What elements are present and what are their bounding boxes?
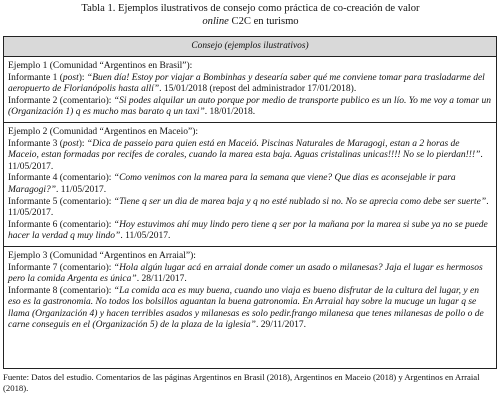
entry-lead: Informante 2 (comentario): <box>8 95 114 106</box>
entry-quote: “Si podes alquilar un auto porque por medio de transporte publico es un lío. Yo me voy a tomar un (Organización 1) q es mucho mas barato q un taxi” <box>8 95 491 118</box>
examples-table <box>3 36 497 369</box>
informant-entry <box>8 173 492 196</box>
example-section-3 <box>4 247 496 335</box>
entry-date: . 29/11/2017. <box>255 320 306 331</box>
entry-quote: “Hoy estuvimos ahí muy lindo pero tiene q ser por la mañana por la marea si sube ya no se puede hacer la verdad q muy lindo” <box>8 219 488 242</box>
informant-entry <box>8 73 492 96</box>
example-title: Ejemplo 3 (Comunidad “Argentinos en Arraial”): <box>8 250 196 261</box>
table-header: Consejo (ejemplos ilustrativos) <box>4 37 496 57</box>
entry-date: . 18/01/2018. <box>204 107 256 118</box>
caption-line-2-rest: C2C en turismo <box>228 16 299 27</box>
entry-lead-end: ): <box>78 72 87 83</box>
entry-quote: “Tiene q ser un dia de marea baja y q no esté nublado si no. No se aprecia como debe ser suerte” <box>113 196 487 207</box>
example-title: Ejemplo 1 (Comunidad “Argentinos en Brasil”): <box>8 61 193 71</box>
entry-lead-end: ): <box>78 138 87 149</box>
entry-quote: “Como venimos con la marea para la semana que viene? Que dias es aconsejable ir para Maragogi?” <box>8 173 456 195</box>
example-title: Ejemplo 2 (Comunidad “Argentinos en Maceio”): <box>8 126 199 137</box>
entry-lead: Informante 6 (comentario): <box>8 219 114 230</box>
informant-entry <box>8 96 492 119</box>
entry-quote: “Dica de passeio para quien está en Maceió. Piscinas Naturales de Maragogi, estan a 2 horas de Maceio, estan formadas por recifes de corales, cuando la marea esta baja. Aguas cristalinas unicas!!!! No se lo pierdan!!!” <box>8 138 481 161</box>
caption-line-2 <box>0 15 501 28</box>
caption-online: online <box>202 16 229 27</box>
entry-date: . 11/05/2017. <box>120 231 171 242</box>
entry-lead: Informante 4 (comentario): <box>8 173 114 184</box>
entry-date: . 11/05/2017. <box>8 196 489 219</box>
informant-entry <box>8 139 492 174</box>
entry-lead: Informante 8 (comentario): <box>8 285 114 296</box>
entry-quote: “Buen día! Estoy por viajar a Bombinhas y desearía saber qué me conviene tomar para trasladarme del aeropuerto de Florianópolis hasta allí” <box>8 72 485 95</box>
entry-lead: Informante 3 ( <box>8 138 63 149</box>
example-section-1 <box>4 57 496 123</box>
entry-lead: Informante 5 (comentario): <box>8 196 114 207</box>
entry-quote: “La comida aca es muy buena, cuando uno viaja es bueno disfrutar de la cultura del lugar, y en eso es la gastronomia. No todos los bolsillos aguantan la buena gatronomia. En Arraial hay sobre la mucuge un lugar q se llama (Organización 4) y hacen terribles asados y milanesas es solo pedir.frango milanesa que tenes milanesas de pollo o de carne conseguis en el (Organización 5) de la plaza de la iglesia” <box>8 285 484 331</box>
informant-entry <box>8 286 492 332</box>
entry-date: . 11/05/2017. <box>56 184 107 195</box>
entry-date: . 15/01/2018 (repost del administrador 17/01/2018). <box>159 84 357 95</box>
entry-date: . 11/05/2017. <box>8 150 483 172</box>
entry-lead-italic: post <box>62 138 79 149</box>
informant-entry <box>8 263 492 286</box>
informant-entry <box>8 220 492 243</box>
informant-entry <box>8 197 492 220</box>
entry-lead: Informante 7 (comentario): <box>8 262 114 273</box>
caption-line-1: Tabla 1. Ejemplos ilustrativos de consejo como práctica de co-creación de valor <box>81 3 420 14</box>
entry-lead: Informante 1 ( <box>8 72 63 83</box>
entry-lead-italic: post <box>62 72 79 83</box>
example-section-2 <box>4 123 496 247</box>
table-caption <box>0 2 501 28</box>
entry-quote: “Hola algún lugar acá en arraial donde comer un asado o milanesas? Jaja el lugar es hermosos pero la comida Argenta es única” <box>8 262 483 285</box>
entry-date: . 28/11/2017. <box>136 274 187 285</box>
source-footnote: Fuente: Datos del estudio. Comentarios de las páginas Argentinos en Brasil (2018), Argentinos en Maceio (2018) y Argentinos en Arraial (2018). <box>3 372 480 393</box>
